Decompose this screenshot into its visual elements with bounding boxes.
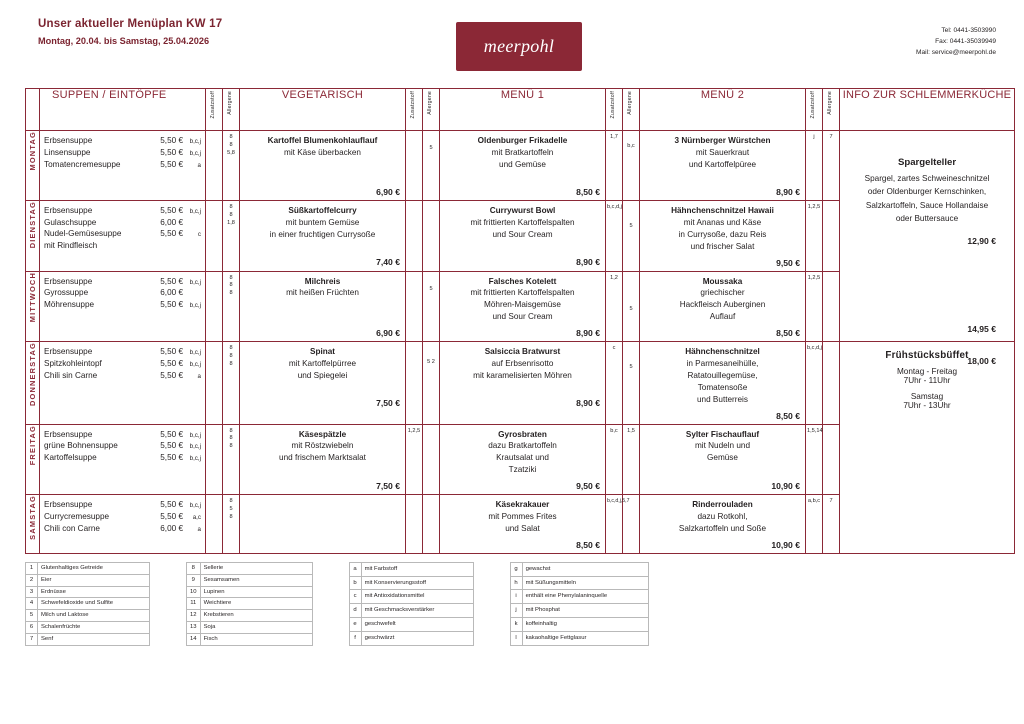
vegetarian-price: 7,50 € (376, 480, 400, 491)
menu2-price: 8,50 € (776, 328, 800, 339)
col-header-allergen-1: Allergene (223, 89, 240, 131)
veg-additive-cell (406, 271, 423, 342)
veg-additive-cell (406, 342, 423, 424)
spargel-title: Spargelteller (897, 157, 957, 168)
veg-allergen-cell (423, 424, 440, 495)
menu1-allergen-cell: b,c (623, 131, 640, 201)
menu-table-wrapper (25, 88, 1012, 554)
col-header-allergen-3: Allergene (623, 89, 640, 131)
col-header-additive-4: Zusatzstoff (806, 89, 823, 131)
list-item: j mit Phosphat (510, 604, 648, 618)
legend-column-1 (25, 562, 150, 646)
menu2-additive-cell: 1,2,5 (806, 271, 823, 342)
menu2-cell: Sylter Fischauflauf mit Nudeln und Gemüse 10,90 € (640, 424, 806, 495)
legend-column-2 (186, 562, 313, 646)
soups-additive-cell (206, 201, 223, 272)
menu2-additive-cell: 1,5,14 (806, 424, 823, 495)
veg-additive-cell (406, 201, 423, 272)
menu2-price: 8,90 € (776, 187, 800, 197)
vegetarian-price: 7,40 € (376, 257, 400, 267)
info-fruehstueck-cell: Frühstücksbüffet Montag - Freitag 7Uhr - 11Uhr Samstag 7Uhr - 13Uhr (840, 342, 1015, 554)
document-header (0, 0, 1024, 88)
vegetarian-cell: Milchreis mit heißen Früchten 6,90 € (240, 271, 406, 342)
menu1-additive-cell: 1,2 (606, 271, 623, 342)
soups-allergen-cell: 8 8 8 (223, 271, 240, 342)
menu2-price: 10,90 € (771, 539, 800, 550)
menu1-price: 8,50 € (576, 187, 600, 197)
list-item: i enthält eine Phenylalaninquelle (510, 590, 648, 604)
soups-allergen-cell: 8 8 8 (223, 424, 240, 495)
contact-mail: Mail: service@meerpohl.de (916, 48, 996, 56)
vegetarian-cell (240, 495, 406, 554)
vegetarian-price: 6,90 € (376, 327, 400, 338)
menu1-cell: Falsches Kotelett mit frittierten Kartoffelspalten Möhren-Maisgemüse und Sour Cream 8,90 € (440, 271, 606, 342)
list-item: 13 Soja (187, 622, 313, 634)
table-row (26, 131, 1015, 201)
menu2-price: 9,50 € (776, 257, 800, 268)
date-range: Montag, 20.04. bis Samstag, 25.04.2026 (38, 36, 210, 46)
soups-additive-cell (206, 495, 223, 554)
day-label-cell: FREITAG (26, 424, 40, 495)
col-header-menu2: MENÜ 2 (640, 89, 806, 131)
soups-cell: Erbsensuppe 5,50 € b,c,j Spitzkohleintopf 5,50 € b,c,j Chili sin Carne 5,50 € a (40, 342, 206, 424)
list-item: c mit Antioxidationsmittel (349, 590, 473, 604)
list-item: 14 Fisch (187, 633, 313, 645)
list-item: 12 Krebstieren (187, 610, 313, 622)
soups-allergen-cell: 8 8 8 (223, 342, 240, 424)
list-item: k koffeinhaltig (510, 618, 648, 632)
col-header-allergen-2: Allergene (423, 89, 440, 131)
list-item: l kakaohaltige Fettglasur (510, 631, 648, 645)
day-label-cell: MONTAG (26, 131, 40, 201)
menu1-allergen-cell: 1,5 (623, 424, 640, 495)
vegetarian-cell: Süßkartoffelcurry mit buntem Gemüse in einer fruchtigen Currysoße 7,40 € (240, 201, 406, 272)
list-item: 4 Schwefeldioxide und Sulfite (26, 598, 150, 610)
menu2-price: 10,90 € (771, 480, 800, 491)
legend-column-3 (349, 562, 474, 646)
menu1-cell: Oldenburger Frikadelle mit Bratkartoffeln und Gemüse 8,50 € (440, 131, 606, 201)
vegetarian-cell: Spinat mit Kartoffelpürree und Spiegelei 7,50 € (240, 342, 406, 424)
contact-block (916, 26, 996, 59)
menu2-price: 8,50 € (776, 410, 800, 421)
list-item: f geschwärzt (349, 631, 473, 645)
menu1-cell: Gyrosbraten dazu Bratkartoffeln Krautsalat und Tzatziki 9,50 € (440, 424, 606, 495)
day-label-cell: MITTWOCH (26, 271, 40, 342)
menu2-allergen-cell: 7 (823, 495, 840, 554)
soups-allergen-cell: 8 8 1,8 (223, 201, 240, 272)
menu1-additive-cell: b,c,d,j (606, 201, 623, 272)
list-item: 3 Erdnüsse (26, 586, 150, 598)
menu1-cell: Currywurst Bowl mit frittierten Kartoffelspalten und Sour Cream 8,90 € (440, 201, 606, 272)
veg-allergen-cell: 5 2 (423, 342, 440, 424)
veg-additive-cell (406, 131, 423, 201)
fruehstueck-title: Frühstücksbüffet (885, 350, 969, 362)
soups-additive-cell (206, 271, 223, 342)
menu1-allergen-cell: 5 (623, 342, 640, 424)
day-label-cell: DONNERSTAG (26, 342, 40, 424)
legend-column-4 (510, 562, 649, 646)
menu2-cell: Moussaka griechischer Hackfleisch Auberginen Auflauf 8,50 € (640, 271, 806, 342)
menu1-allergen-cell: 5 (623, 201, 640, 272)
logo (456, 22, 582, 71)
soups-cell: Erbsensuppe 5,50 € b,c,j Currycremesuppe 5,50 € a,c Chili con Carne 6,00 € a (40, 495, 206, 554)
col-header-additive-2: Zusatzstoff (406, 89, 423, 131)
veg-allergen-cell: 5 (423, 131, 440, 201)
list-item: d mit Geschmacksverstärker (349, 604, 473, 618)
list-item: b mit Konservierungsstoff (349, 576, 473, 590)
vegetarian-price: 6,90 € (376, 187, 400, 197)
menu1-allergen-cell: 5 (623, 271, 640, 342)
menu1-additive-cell: b,c,d,j,5,7 (606, 495, 623, 554)
menu2-cell: Hähnchenschnitzel in Parmesaneihülle, Ratatouillegemüse, Tomatensoße und Butterreis 8,50 € (640, 342, 806, 424)
veg-additive-cell: 1,2,5 (406, 424, 423, 495)
spargel-price: 12,90 € (967, 236, 996, 246)
table-row (26, 342, 1015, 424)
list-item: 10 Lupinen (187, 586, 313, 598)
list-item: 8 Sellerie (187, 562, 313, 574)
logo-text: meerpohl (483, 36, 555, 56)
vegetarian-cell: Kartoffel Blumenkohlauflauf mit Käse überbacken 6,90 € (240, 131, 406, 201)
veg-allergen-cell (423, 495, 440, 554)
soups-allergen-cell: 8 8 5,8 (223, 131, 240, 201)
day-label-cell: DIENSTAG (26, 201, 40, 272)
menu2-allergen-cell (823, 424, 840, 495)
menu2-additive-cell: a,b,c (806, 495, 823, 554)
list-item: 6 Schalenfrüchte (26, 622, 150, 634)
menu2-allergen-cell (823, 201, 840, 272)
menu2-allergen-cell: 7 (823, 131, 840, 201)
veg-additive-cell (406, 495, 423, 554)
list-item: h mit Süßungsmitteln (510, 576, 648, 590)
menu2-cell: 3 Nürnberger Würstchen mit Sauerkraut und Kartoffelpüree 8,90 € (640, 131, 806, 201)
vegetarian-price: 7,50 € (376, 398, 400, 409)
vegetarian-cell: Käsespätzle mit Röstzwiebeln und frischem Marktsalat 7,50 € (240, 424, 406, 495)
menu1-price: 8,90 € (576, 328, 600, 339)
contact-fax: Fax: 0441-35039949 (935, 37, 996, 45)
col-header-vegetarian: VEGETARISCH (240, 89, 406, 131)
table-header-row (26, 89, 1015, 131)
page-title: Unser aktueller Menüplan KW 17 (38, 18, 223, 30)
legend (25, 562, 1002, 646)
col-header-info: INFO ZUR SCHLEMMERKÜCHE (840, 89, 1015, 131)
list-item: g gewachst (510, 562, 648, 576)
menu1-price: 8,90 € (576, 398, 600, 409)
soups-cell: Erbsensuppe 5,50 € b,c,j Linsensuppe 5,50 € b,c,j Tomatencremesuppe 5,50 € a (40, 131, 206, 201)
soups-additive-cell (206, 131, 223, 201)
soups-cell: Erbsensuppe 5,50 € b,c,j Gulaschsuppe 6,00 € Nudel-Gemüsesuppe 5,50 € c mit Rindfleisch (40, 201, 206, 272)
list-item: 1 Glutenhaltiges Getreide (26, 562, 150, 574)
list-item: 5 Milch und Laktose (26, 610, 150, 622)
menu2-allergen-cell (823, 342, 840, 424)
menu1-additive-cell: 1,7 (606, 131, 623, 201)
col-header-soups: SUPPEN / EINTÖPFE (40, 89, 206, 131)
menu2-allergen-cell (823, 271, 840, 342)
col-header-additive-3: Zusatzstoff (606, 89, 623, 131)
menu2-additive-cell: j (806, 131, 823, 201)
menu1-price: 8,50 € (576, 539, 600, 550)
day-label-cell: SAMSTAG (26, 495, 40, 554)
menu1-price: 9,50 € (576, 481, 600, 492)
menu2-cell: Hähnchenschnitzel Hawaii mit Ananas und Käse in Currysoße, dazu Reis und frischer Salat 9,50 € (640, 201, 806, 272)
soups-cell: Erbsensuppe 5,50 € b,c,j grüne Bohnensuppe 5,50 € b,c,j Kartoffelsuppe 5,50 € b,c,j (40, 424, 206, 495)
veg-allergen-cell (423, 201, 440, 272)
menu2-cell: Rinderrouladen dazu Rotkohl, Salzkartoffeln und Soße 10,90 € (640, 495, 806, 554)
menu1-cell: Käsekrakauer mit Pommes Frites und Salat 8,50 € (440, 495, 606, 554)
fruehstueck-price-saturday: 18,00 € (967, 356, 996, 366)
list-item: 11 Weichtiere (187, 598, 313, 610)
info-spargel-cell: Spargelteller Spargel, zartes Schweineschnitzel oder Oldenburger Kernschinken, Salzkartoffeln, Sauce Hollandaise oder Buttersauce (840, 131, 1015, 342)
soups-cell: Erbsensuppe 5,50 € b,c,j Gyrossuppe 6,00 € Möhrensuppe 5,50 € b,c,j (40, 271, 206, 342)
menu1-additive-cell: b,c (606, 424, 623, 495)
list-item: 2 Eier (26, 574, 150, 586)
list-item: 9 Sesamsamen (187, 574, 313, 586)
contact-tel: Tel: 0441-3503990 (941, 27, 996, 34)
fruehstueck-price-week: 14,95 € (967, 324, 996, 334)
menu2-additive-cell: 1,2,5 (806, 201, 823, 272)
list-item: 7 Senf (26, 633, 150, 645)
corner-cell (26, 89, 40, 131)
menu-table (25, 88, 1015, 554)
soups-allergen-cell: 8 5 8 (223, 495, 240, 554)
soups-additive-cell (206, 342, 223, 424)
list-item: a mit Farbstoff (349, 562, 473, 576)
col-header-menu1: MENÜ 1 (440, 89, 606, 131)
menu1-additive-cell: c (606, 342, 623, 424)
soups-additive-cell (206, 424, 223, 495)
col-header-allergen-4: Allergene (823, 89, 840, 131)
col-header-additive-1: Zusatzstoff (206, 89, 223, 131)
menu1-price: 8,90 € (576, 257, 600, 267)
menu1-cell: Salsiccia Bratwurst auf Erbsenrisotto mit karamelisierten Möhren 8,90 € (440, 342, 606, 424)
menu2-additive-cell: b,c,d,j (806, 342, 823, 424)
veg-allergen-cell: 5 (423, 271, 440, 342)
list-item: e geschwefelt (349, 618, 473, 632)
